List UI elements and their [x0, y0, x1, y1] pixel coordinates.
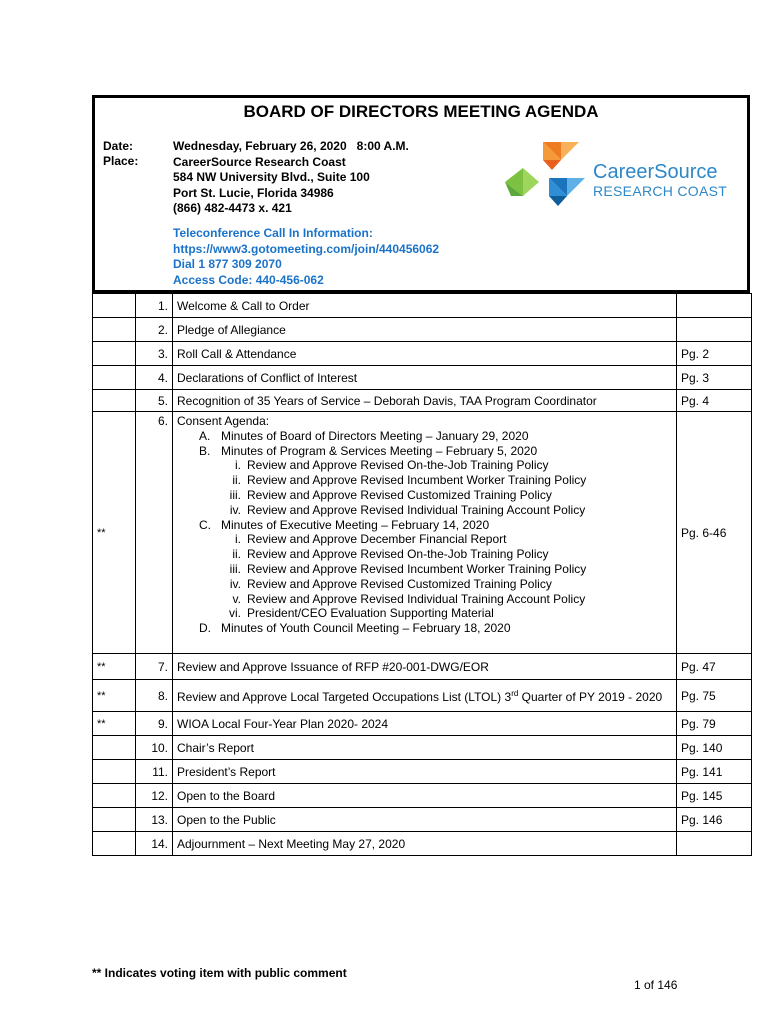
item-number: 1.: [136, 294, 173, 318]
item-number: 9.: [136, 712, 173, 736]
consent-agenda-heading: Consent Agenda:: [177, 414, 270, 428]
table-row: [93, 412, 752, 654]
place-line: (866) 482-4473 x. 421: [173, 201, 292, 215]
item-page: Pg. 4: [677, 390, 752, 412]
item-description: Chair’s Report: [173, 736, 677, 760]
voting-footnote: ** Indicates voting item with public comment: [92, 966, 347, 980]
table-row: [93, 832, 752, 856]
header-box: [92, 95, 750, 293]
consent-item-text: Minutes of Youth Council Meeting – February 18, 2020: [221, 621, 511, 636]
consent-list-item: [177, 458, 672, 473]
item-page: [677, 832, 752, 856]
item-description-text: Review and Approve Local Targeted Occupations List (LTOL) 3: [177, 689, 512, 704]
consent-item-text: Review and Approve Revised Incumbent Worker Training Policy: [247, 473, 587, 488]
item-description: Roll Call & Attendance: [173, 342, 677, 366]
consent-list-item: [177, 444, 672, 459]
consent-item-text: Review and Approve Revised Incumbent Worker Training Policy: [247, 561, 587, 576]
consent-item-marker: i.: [235, 532, 241, 547]
access-code: Access Code: 440-456-062: [173, 272, 324, 287]
consent-list-item: [177, 488, 672, 503]
meeting-details: [173, 139, 409, 217]
consent-list-item: [177, 547, 672, 562]
teleconference-info: [173, 226, 439, 288]
item-description: Pledge of Allegiance: [173, 318, 677, 342]
item-description: [173, 680, 677, 712]
table-row: [93, 342, 752, 366]
consent-item-marker: ii.: [232, 473, 241, 488]
item-description: Declarations of Conflict of Interest: [173, 366, 677, 390]
consent-list-item: [177, 429, 672, 444]
voting-marker: [93, 736, 136, 760]
item-description: Review and Approve Issuance of RFP #20-001-DWG/EOR: [173, 654, 677, 680]
voting-marker: [93, 808, 136, 832]
consent-item-text: Minutes of Executive Meeting – February 14, 2020: [221, 517, 490, 532]
item-number: 2.: [136, 318, 173, 342]
date-label: Date:: [103, 139, 134, 153]
item-description: Open to the Public: [173, 808, 677, 832]
item-page: Pg. 145: [677, 784, 752, 808]
consent-item-marker: iii.: [229, 561, 241, 576]
consent-item-text: Review and Approve Revised Individual Training Account Policy: [247, 502, 586, 517]
place-line: CareerSource Research Coast: [173, 154, 346, 169]
consent-item-marker: i.: [235, 458, 241, 473]
voting-marker: [93, 342, 136, 366]
item-description: President’s Report: [173, 760, 677, 784]
consent-item-text: Review and Approve Revised On-the-Job Training Policy: [247, 547, 549, 562]
voting-marker: [93, 760, 136, 784]
consent-item-text: Review and Approve Revised Individual Training Account Policy: [247, 591, 586, 606]
consent-item-text: Minutes of Board of Directors Meeting – January 29, 2020: [221, 428, 529, 443]
item-number: 13.: [136, 808, 173, 832]
item-page: Pg. 2: [677, 342, 752, 366]
item-number: 11.: [136, 760, 173, 784]
consent-item-marker: v.: [232, 591, 241, 606]
item-number: 12.: [136, 784, 173, 808]
table-row: [93, 294, 752, 318]
item-description: Recognition of 35 Years of Service – Deborah Davis, TAA Program Coordinator: [173, 390, 677, 412]
consent-list-item: [177, 518, 672, 533]
table-row: [93, 680, 752, 712]
place-line: Port St. Lucie, Florida 34986: [173, 185, 334, 200]
item-page: [677, 294, 752, 318]
voting-marker: [93, 390, 136, 412]
consent-list-item: [177, 577, 672, 592]
consent-item-text: Review and Approve Revised Customized Training Policy: [247, 576, 552, 591]
table-row: [93, 366, 752, 390]
item-page: Pg. 146: [677, 808, 752, 832]
consent-item-marker: C.: [199, 517, 211, 532]
voting-marker: **: [93, 412, 136, 654]
item-description-text: Quarter of PY 2019 - 2020: [518, 689, 663, 704]
item-description: WIOA Local Four-Year Plan 2020- 2024: [173, 712, 677, 736]
item-number: 6.: [136, 412, 173, 654]
item-page: [677, 318, 752, 342]
item-number: 7.: [136, 654, 173, 680]
consent-item-marker: D.: [199, 621, 211, 636]
ordinal-suffix: rd: [511, 688, 519, 698]
teleconference-heading: Teleconference Call In Information:: [173, 226, 373, 240]
table-row: [93, 736, 752, 760]
item-number: 10.: [136, 736, 173, 760]
table-row: [93, 784, 752, 808]
page-title: BOARD OF DIRECTORS MEETING AGENDA: [243, 102, 599, 121]
consent-item-text: President/CEO Evaluation Supporting Material: [247, 606, 494, 621]
place-label: Place:: [103, 154, 139, 168]
item-page: Pg. 47: [677, 654, 752, 680]
dial-in-number: Dial 1 877 309 2070: [173, 257, 282, 271]
item-page: Pg. 79: [677, 712, 752, 736]
consent-list-item: [177, 562, 672, 577]
consent-list-item: [177, 532, 672, 547]
place-line: 584 NW University Blvd., Suite 100: [173, 170, 370, 184]
consent-item-text: Minutes of Program & Services Meeting – February 5, 2020: [221, 443, 538, 458]
logo-wordmark: CareerSource: [593, 161, 718, 183]
consent-item-marker: iii.: [229, 487, 241, 502]
voting-marker: [93, 784, 136, 808]
item-number: 3.: [136, 342, 173, 366]
consent-list-item: [177, 503, 672, 518]
page-number: 1 of 146: [634, 978, 678, 992]
item-description: Welcome & Call to Order: [173, 294, 677, 318]
table-row: [93, 654, 752, 680]
consent-item-marker: iv.: [229, 576, 241, 591]
table-row: [93, 318, 752, 342]
table-row: [93, 760, 752, 784]
voting-marker: [93, 294, 136, 318]
consent-agenda: [173, 412, 677, 654]
consent-list-item: [177, 473, 672, 488]
item-number: 5.: [136, 390, 173, 412]
item-page: Pg. 3: [677, 366, 752, 390]
voting-marker: **: [93, 712, 136, 736]
consent-list-item: [177, 606, 672, 621]
item-page: Pg. 75: [677, 680, 752, 712]
consent-list-item: [177, 592, 672, 607]
logo-subtitle: RESEARCH COAST: [593, 183, 728, 199]
consent-list: [177, 429, 672, 636]
item-number: 4.: [136, 366, 173, 390]
consent-item-marker: ii.: [232, 547, 241, 562]
item-page: Pg. 140: [677, 736, 752, 760]
agenda-table: [92, 293, 752, 856]
careersource-logo-icon: [503, 138, 593, 223]
consent-item-marker: A.: [199, 428, 211, 443]
table-row: [93, 808, 752, 832]
item-number: 14.: [136, 832, 173, 856]
table-row: [93, 712, 752, 736]
item-page: Pg. 141: [677, 760, 752, 784]
consent-item-marker: vi.: [229, 606, 241, 621]
consent-list-item: [177, 621, 672, 636]
voting-marker: [93, 366, 136, 390]
item-page: Pg. 6-46: [677, 412, 752, 654]
consent-item-marker: iv.: [229, 502, 241, 517]
item-description: Adjournment – Next Meeting May 27, 2020: [173, 832, 677, 856]
voting-marker: [93, 318, 136, 342]
table-row: [93, 390, 752, 412]
voting-marker: **: [93, 654, 136, 680]
item-number: 8.: [136, 680, 173, 712]
consent-item-text: Review and Approve December Financial Report: [247, 532, 507, 547]
date-value: Wednesday, February 26, 2020 8:00 A.M.: [173, 139, 409, 153]
consent-item-marker: B.: [199, 443, 211, 458]
consent-item-text: Review and Approve Revised On-the-Job Training Policy: [247, 458, 549, 473]
voting-marker: **: [93, 680, 136, 712]
consent-item-text: Review and Approve Revised Customized Training Policy: [247, 487, 552, 502]
meeting-link[interactable]: https://www3.gotomeeting.com/join/440456062: [173, 241, 440, 256]
item-description: Open to the Board: [173, 784, 677, 808]
voting-marker: [93, 832, 136, 856]
